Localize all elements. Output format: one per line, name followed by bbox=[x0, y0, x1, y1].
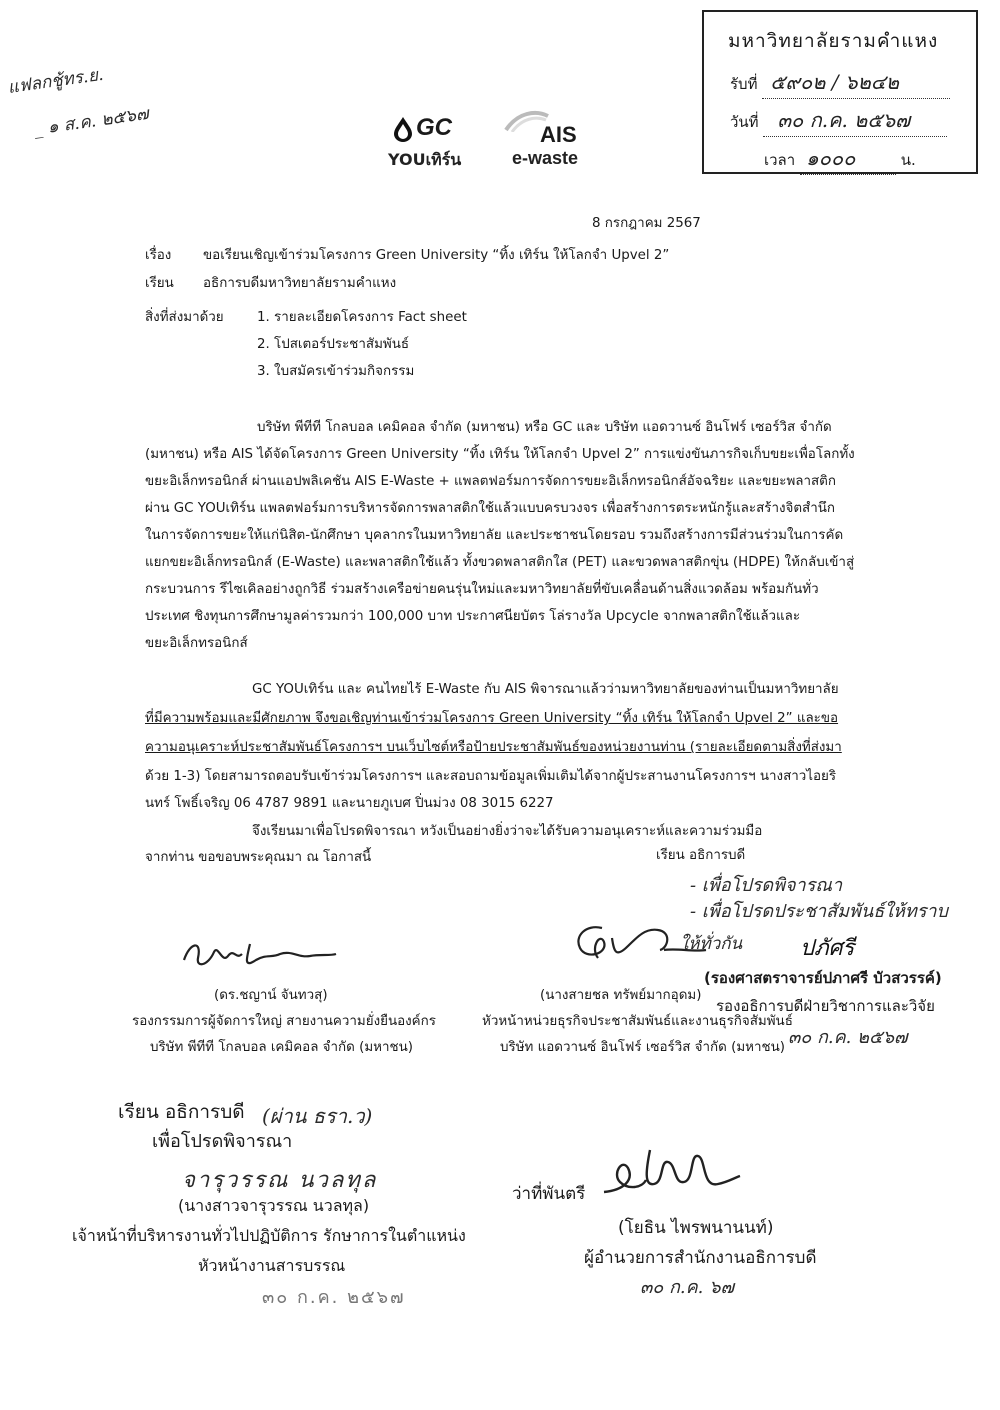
signer2-company: บริษัท แอดวานซ์ อินโฟร์ เซอร์วิส จำกัด (มหาชน) bbox=[500, 1040, 785, 1055]
stamp-time-label: เวลา bbox=[764, 151, 796, 169]
signer2-title: หัวหน้าหน่วยธุรกิจประชาสัมพันธ์และงานธุรกิจสัมพันธ์ bbox=[482, 1014, 793, 1029]
stamp-date-row bbox=[730, 104, 947, 137]
closing-line: จึงเรียนมาเพื่อโปรดพิจารณา หวังเป็นอย่างยิ่งว่าจะได้รับความอนุเคราะห์และความร่วมมือ bbox=[252, 824, 763, 839]
para1-line: (มหาชน) หรือ AIS ได้จัดโครงการ Green University “ทิ้ง เทิร์น ให้โลกจำ Upvel 2” การแข่งขันภารกิจเก็บขยะเพื่อโลกทั้ง bbox=[145, 447, 855, 462]
handwritten-note-line2: _ ๑ ส.ค. ๒๕๖๗ bbox=[32, 103, 150, 140]
routing-left-handname: จารุวรรณ นวลทุล bbox=[182, 1168, 378, 1193]
annotation-right-title: รองอธิการบดีฝ่ายวิชาการและวิจัย bbox=[716, 997, 935, 1015]
routing-right-rank: ว่าที่พันตรี bbox=[512, 1184, 586, 1204]
routing-right-title: ผู้อำนวยการสำนักงานอธิการบดี bbox=[584, 1248, 817, 1268]
para1-line: กระบวนการ รีไซเคิลอย่างถูกวิธี ร่วมสร้างเครือข่ายคนรุ่นใหม่และมหาวิทยาลัยที่ขับเคลื่อนด้านสิ่งแวดล้อม พร้อมกันทั่ว bbox=[145, 582, 819, 597]
signature-1-scribble bbox=[180, 930, 340, 980]
para2-line: ด้วย 1-3) โดยสามารถตอบรับเข้าร่วมโครงการฯ และสอบถามข้อมูลเพิ่มเติมได้จากผู้ประสานงานโครงการฯ นางสาวไอยริ bbox=[145, 769, 837, 784]
routing-left-code: (ผ่าน ธรา.ว) bbox=[262, 1104, 373, 1128]
subject-label: เรื่อง bbox=[145, 248, 172, 263]
stamp-receive-row bbox=[730, 66, 950, 99]
enclosure-item: 3. ใบสมัครเข้าร่วมกิจกรรม bbox=[257, 364, 415, 379]
annotation-right-item: ให้ทั่วกัน bbox=[680, 934, 743, 954]
stamp-org: มหาวิทยาลัยรามคำแหง bbox=[728, 30, 939, 52]
routing-left-line: เพื่อโปรดพิจารณา bbox=[152, 1131, 293, 1152]
para2-line: GC YOUเทิร์น และ คนไทยไร้ E-Waste กับ AIS พิจารณาแล้วว่ามหาวิทยาลัยของท่านเป็นมหาวิทยาลัย bbox=[252, 682, 839, 697]
signature-1 bbox=[180, 930, 340, 980]
para1-line: ในการจัดการขยะให้แก่นิสิต-นักศึกษา บุคลากรในมหาวิทยาลัย และประชาชนโดยรอบ รวมถึงสร้างการมีส่วนร่วมในการคัด bbox=[145, 528, 844, 543]
gc-tagline: YOUเทิร์น bbox=[388, 150, 462, 169]
annotation-right-item: - เพื่อโปรดพิจารณา bbox=[690, 875, 843, 896]
ais-tagline: e-waste bbox=[512, 148, 579, 168]
annotation-right-initials: ปภัศรี bbox=[800, 936, 855, 961]
annotation-right-name: (รองศาสตราจารย์ปภาศรี บัวสวรรค์) bbox=[704, 969, 942, 987]
stamp-time-unit: น. bbox=[900, 151, 916, 169]
stamp-time-row bbox=[764, 142, 916, 175]
para2-line: นทร์ โพธิ์เจริญ 06 4787 9891 และนายภูเบศ ปิ่นม่วง 08 3015 6227 bbox=[145, 796, 554, 811]
stamp-receive-value: ๕๙๐๒ / ๖๒๔๒ bbox=[770, 70, 900, 94]
routing-left-title2: หัวหน้างานสารบรรณ bbox=[198, 1256, 346, 1275]
stamp-date-label: วันที่ bbox=[730, 113, 759, 131]
signer1-name: (ดร.ชญาน์ จันทวสุ) bbox=[214, 988, 328, 1003]
signer2-name: (นางสายชล ทรัพย์มากอุดม) bbox=[540, 988, 702, 1003]
para1-line: บริษัท พีทีที โกลบอล เคมิคอล จำกัด (มหาชน) หรือ GC และ บริษัท แอดวานซ์ อินโฟร์ เซอร์วิส จำกัด bbox=[257, 420, 832, 435]
handwritten-note bbox=[6, 46, 214, 145]
enclosure-item: 1. รายละเอียดโครงการ Fact sheet bbox=[257, 310, 467, 325]
closing-line: จากท่าน ขอขอบพระคุณมา ณ โอกาสนี้ bbox=[145, 850, 372, 865]
routing-right-name: (โยธิน ไพรพนานนท์) bbox=[618, 1218, 774, 1238]
stamp-date-value: ๓๐ ก.ค. ๒๕๖๗ bbox=[777, 108, 911, 132]
annotation-right-date: ๓๐ ก.ค. ๒๕๖๗ bbox=[788, 1027, 908, 1048]
para1-line: ขยะอิเล็กทรอนิกส์ ผ่านแอปพลิเคชัน AIS E-Waste + แพลตฟอร์มการจัดการขยะอิเล็กทรอนิกส์อัจฉริยะ และขยะพลาสติก bbox=[145, 474, 836, 489]
para1-line: แยกขยะอิเล็กทรอนิกส์ (E-Waste) และพลาสติกใช้แล้ว ทั้งขวดพลาสติกใส (PET) และขวดพลาสติกขุ่น (HDPE) ให้กลับเข้าสู่ bbox=[145, 555, 855, 570]
para2-line: ความอนุเคราะห์ประชาสัมพันธ์โครงการฯ บนเว็บไซต์หรือป้ายประชาสัมพันธ์ของหน่วยงานท่าน (รายละเอียดตามสิ่งที่ส่งมา bbox=[145, 740, 842, 755]
gc-logo-text: GC bbox=[416, 114, 452, 141]
annotation-right-to: เรียน อธิการบดี bbox=[656, 848, 746, 863]
subject-text: ขอเรียนเชิญเข้าร่วมโครงการ Green University “ทิ้ง เทิร์น ให้โลกจำ Upvel 2” bbox=[203, 248, 670, 263]
enclosure-item: 2. โปสเตอร์ประชาสัมพันธ์ bbox=[257, 337, 410, 352]
para1-line: ประเทศ ชิงทุนการศึกษามูลค่ารวมกว่า 100,000 บาท ประกาศนียบัตร โล่รางวัล Upcycle จากพลาสติกใช้แล้วและ bbox=[145, 609, 801, 624]
to-label: เรียน bbox=[145, 276, 174, 291]
routing-left-title1: เจ้าหน้าที่บริหารงานทั่วไปปฏิบัติการ รักษาการในตำแหน่ง bbox=[72, 1226, 466, 1245]
routing-left-date: ๓๐ ก.ค. ๒๕๖๗ bbox=[262, 1287, 406, 1308]
signature-3 bbox=[594, 1140, 744, 1210]
annotation-right-item: - เพื่อโปรดประชาสัมพันธ์ให้ทราบ bbox=[690, 901, 948, 922]
enclosure-label: สิ่งที่ส่งมาด้วย bbox=[145, 310, 224, 325]
receipt-stamp bbox=[702, 10, 978, 174]
para1-line: ผ่าน GC YOUเทิร์น แพลตฟอร์มการบริหารจัดการพลาสติกใช้แล้วแบบครบวงจร เพื่อสร้างการตระหนักรู้และสร้างจิตสำนึก bbox=[145, 501, 836, 516]
handwritten-note-line1: แฟลกชู้ทร.ย. bbox=[6, 64, 105, 99]
signer1-company: บริษัท พีทีที โกลบอล เคมิคอล จำกัด (มหาชน) bbox=[150, 1040, 413, 1055]
gc-drop-icon bbox=[392, 116, 414, 142]
routing-right-date: ๓๐ ก.ค. ๖๗ bbox=[640, 1277, 735, 1298]
para2-line: ที่มีความพร้อมและมีศักยภาพ จึงขอเชิญท่านเข้าร่วมโครงการ Green University “ทิ้ง เทิร์น ให้โลกจำ Upvel 2” และขอ bbox=[145, 711, 839, 726]
signature-3-scribble bbox=[594, 1140, 744, 1210]
stamp-time-value: ๑๐๐๐ bbox=[805, 146, 856, 170]
to-text: อธิการบดีมหาวิทยาลัยรามคำแหง bbox=[203, 276, 397, 291]
ais-logo-text: AIS bbox=[540, 122, 577, 147]
letter-date: 8 กรกฎาคม 2567 bbox=[592, 216, 701, 231]
signature-2 bbox=[568, 918, 708, 974]
signer1-title: รองกรรมการผู้จัดการใหญ่ สายงานความยั่งยืนองค์กร bbox=[132, 1014, 436, 1029]
para1-line: ขยะอิเล็กทรอนิกส์ bbox=[145, 636, 248, 651]
stamp-receive-label: รับที่ bbox=[730, 75, 758, 93]
routing-left-name: (นางสาวจารุวรรณ นวลทุล) bbox=[178, 1196, 370, 1215]
routing-left-to: เรียน อธิการบดี bbox=[118, 1101, 245, 1123]
signature-2-scribble bbox=[568, 918, 708, 974]
